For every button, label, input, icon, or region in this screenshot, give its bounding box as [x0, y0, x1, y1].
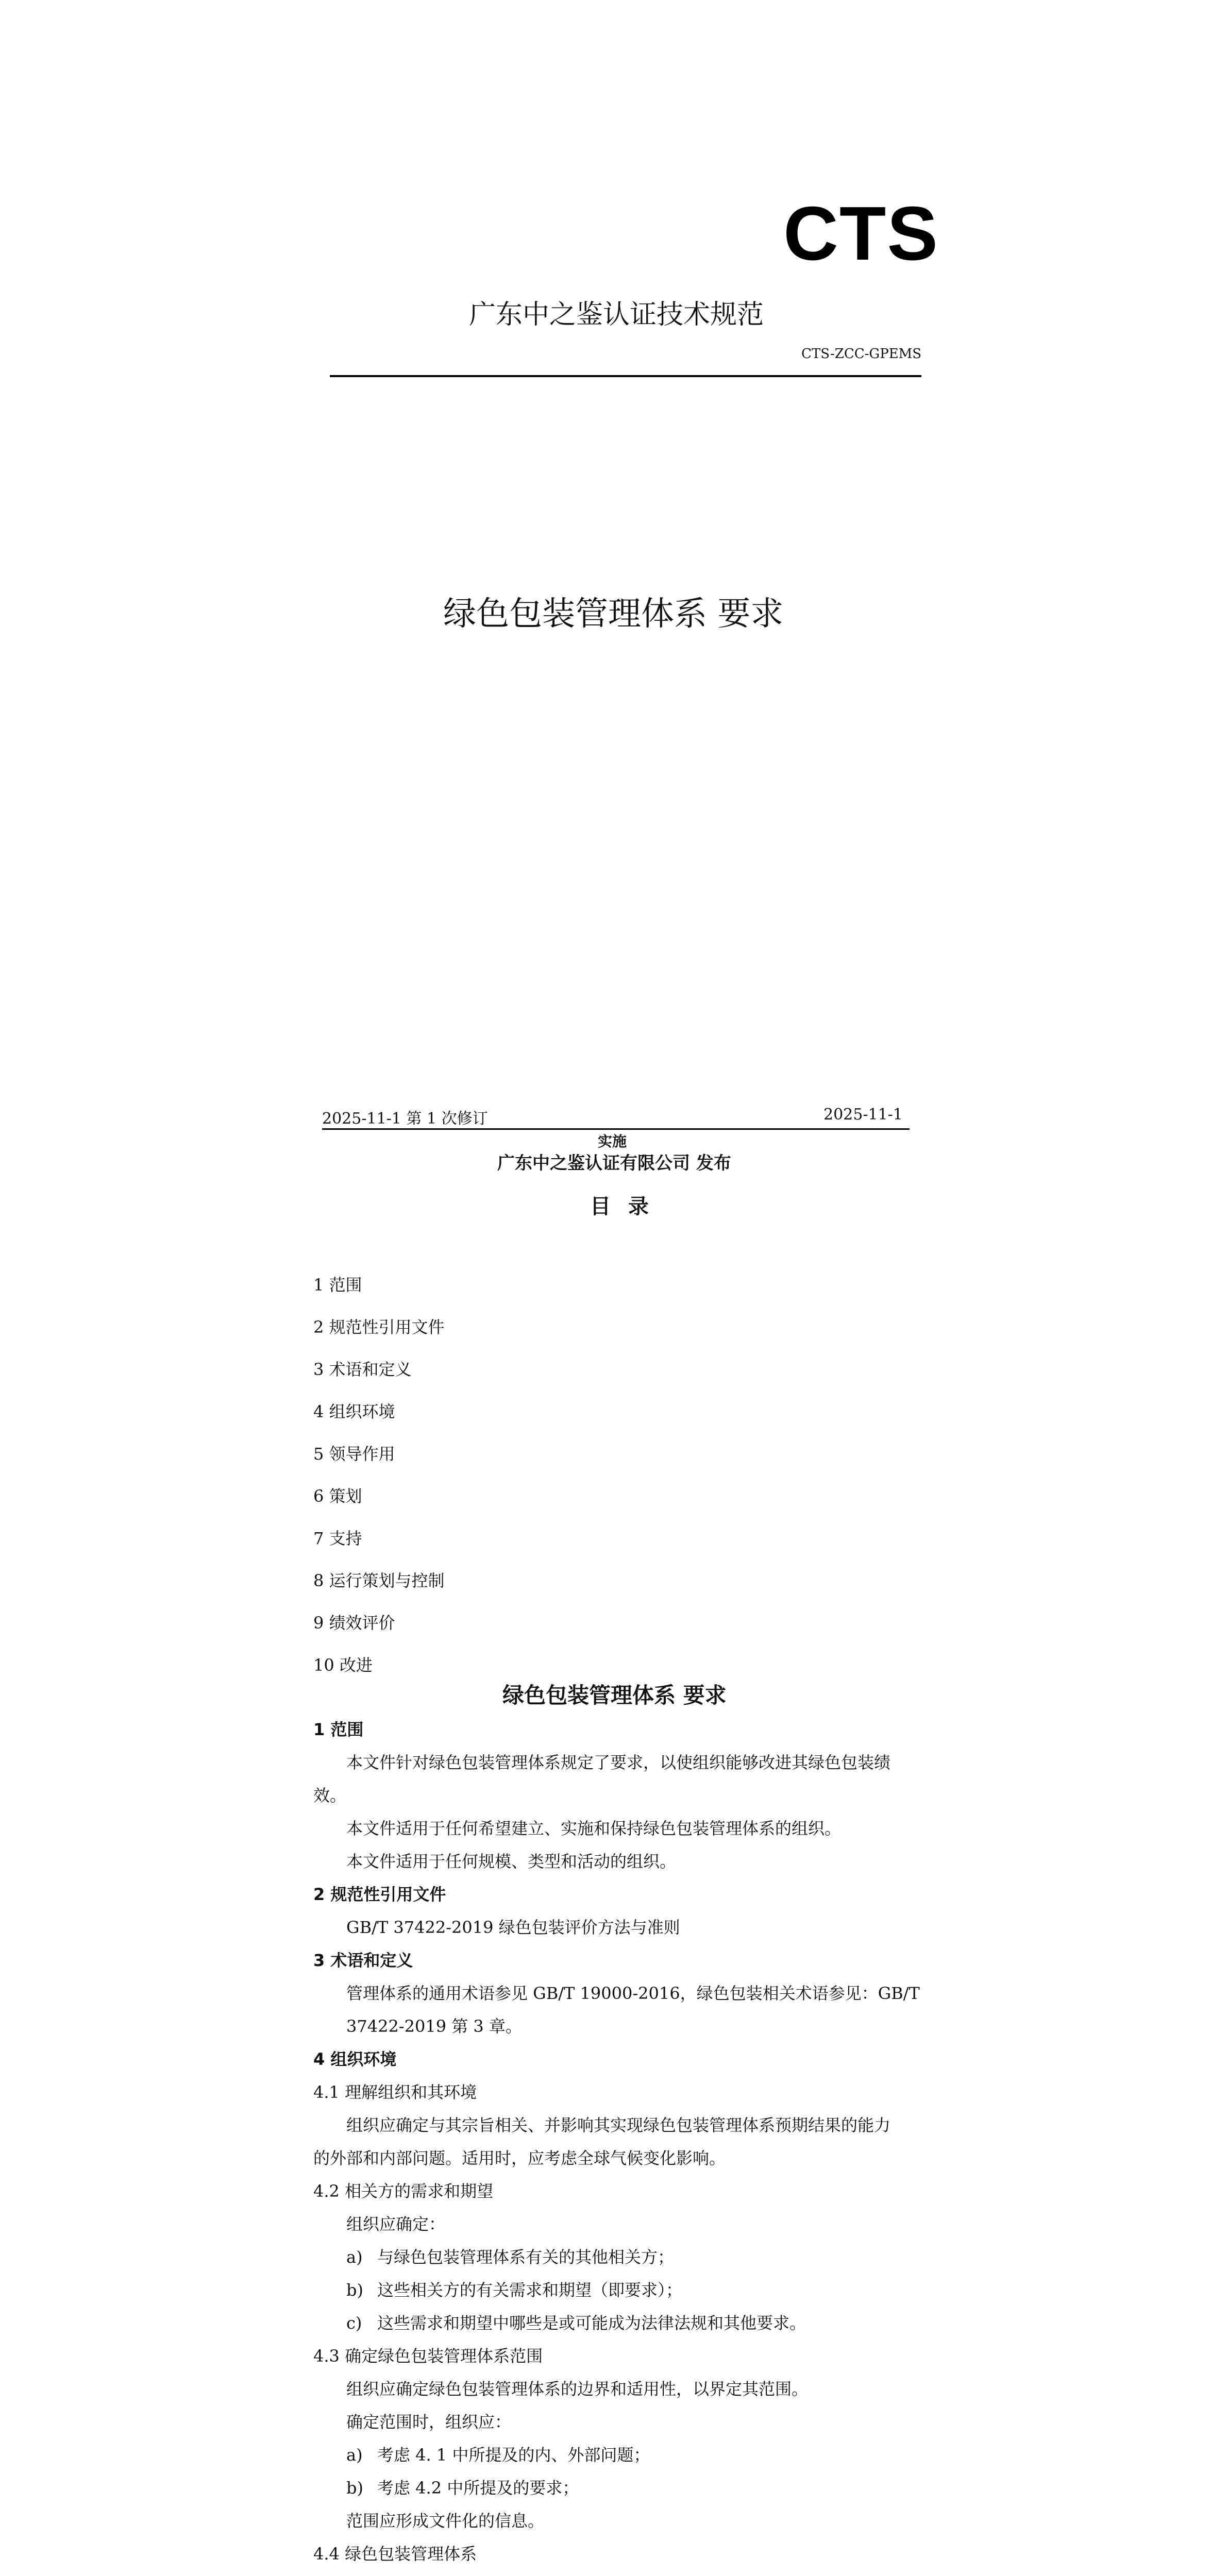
list-item	[313, 2444, 915, 2477]
list-item	[313, 2477, 915, 2510]
toc-item-6[interactable]: 6 策划	[313, 1486, 362, 1506]
subsection-heading: 4.4 绿色包装管理体系	[313, 2544, 477, 2564]
document-title: 绿色包装管理体系 要求	[443, 595, 784, 633]
implementation-date: 2025-11-1	[823, 1106, 903, 1124]
subsection-heading: 4.1 理解组织和其环境	[313, 2082, 477, 2102]
document-code: CTS-ZCC-GPEMS	[801, 346, 922, 362]
toc-title: 目 录	[590, 1194, 654, 1218]
list-text: 这些需求和期望中哪些是或可能成为法律法规和其他要求。	[377, 2313, 806, 2333]
toc-item-1[interactable]: 1 范围	[313, 1275, 362, 1295]
header-rule	[330, 375, 921, 377]
list-marker: c)	[346, 2313, 362, 2333]
section-heading: 3 术语和定义	[313, 1951, 413, 1970]
paragraph: 组织应确定绿色包装管理体系的边界和适用性，以界定其范围。	[346, 2379, 809, 2399]
paragraph: 效。	[313, 1786, 347, 1805]
paragraph: 组织应确定与其宗旨相关、并影响其实现绿色包装管理体系预期结果的能力	[346, 2115, 891, 2135]
implementation-label: 实施	[598, 1133, 627, 1150]
paragraph: 本文件适用于任何希望建立、实施和保持绿色包装管理体系的组织。	[346, 1819, 842, 1838]
subsection-heading: 4.3 确定绿色包装管理体系范围	[313, 2346, 543, 2366]
list-marker: a)	[346, 2445, 363, 2465]
publisher-line: 广东中之鉴认证有限公司 发布	[497, 1153, 731, 1174]
toc-item-9[interactable]: 9 绩效评价	[313, 1613, 395, 1633]
toc-item-8[interactable]: 8 运行策划与控制	[313, 1571, 445, 1590]
paragraph: 的外部和内部问题。适用时，应考虑全球气候变化影响。	[313, 2148, 726, 2168]
paragraph: 组织应确定：	[346, 2214, 446, 2234]
list-marker: b)	[346, 2280, 363, 2300]
list-text: 考虑 4.2 中所提及的要求；	[377, 2478, 579, 2498]
revision-date: 2025-11-1 第 1 次修订	[322, 1110, 488, 1128]
paragraph: 本文件适用于任何规模、类型和活动的组织。	[346, 1852, 677, 1871]
document-body	[313, 1718, 920, 2576]
toc-item-5[interactable]: 5 领导作用	[313, 1444, 395, 1464]
paragraph: 确定范围时，组织应：	[346, 2412, 512, 2432]
reference: GB/T 37422-2019 绿色包装评价方法与准则	[346, 1918, 680, 1937]
list-text: 考虑 4. 1 中所提及的内、外部问题；	[377, 2445, 650, 2465]
list-text: 与绿色包装管理体系有关的其他相关方；	[377, 2247, 675, 2267]
paragraph: 本文件针对绿色包装管理体系规定了要求，以使组织能够改进其绿色包装绩	[346, 1753, 891, 1772]
paragraph: 范围应形成文件化的信息。	[346, 2511, 545, 2531]
section-heading: 2 规范性引用文件	[313, 1885, 446, 1904]
list-item	[313, 2246, 915, 2279]
paragraph: 37422-2019 第 3 章。	[346, 2016, 522, 2036]
subsection-heading: 4.2 相关方的需求和期望	[313, 2181, 494, 2201]
toc-item-2[interactable]: 2 规范性引用文件	[313, 1317, 445, 1337]
toc-item-4[interactable]: 4 组织环境	[313, 1402, 395, 1421]
issuer-title: 广东中之鉴认证技术规范	[469, 299, 764, 330]
body-title: 绿色包装管理体系 要求	[502, 1683, 727, 1708]
list-text: 这些相关方的有关需求和期望（即要求）；	[377, 2280, 683, 2300]
section-heading: 1 范围	[313, 1720, 364, 1739]
toc-item-3[interactable]: 3 术语和定义	[313, 1360, 412, 1379]
date-rule	[322, 1128, 910, 1130]
list-item	[313, 2279, 915, 2312]
table-of-contents	[313, 1275, 777, 1697]
list-item	[313, 2312, 915, 2345]
list-marker: b)	[346, 2478, 363, 2498]
toc-item-7[interactable]: 7 支持	[313, 1529, 362, 1548]
cts-logo: CTS	[783, 191, 939, 276]
list-marker: a)	[346, 2247, 363, 2267]
section-heading: 4 组织环境	[313, 2049, 397, 2069]
paragraph: 管理体系的通用术语参见 GB/T 19000-2016，绿色包装相关术语参见：GB/T	[346, 1984, 920, 2003]
toc-item-10[interactable]: 10 改进	[313, 1655, 373, 1675]
